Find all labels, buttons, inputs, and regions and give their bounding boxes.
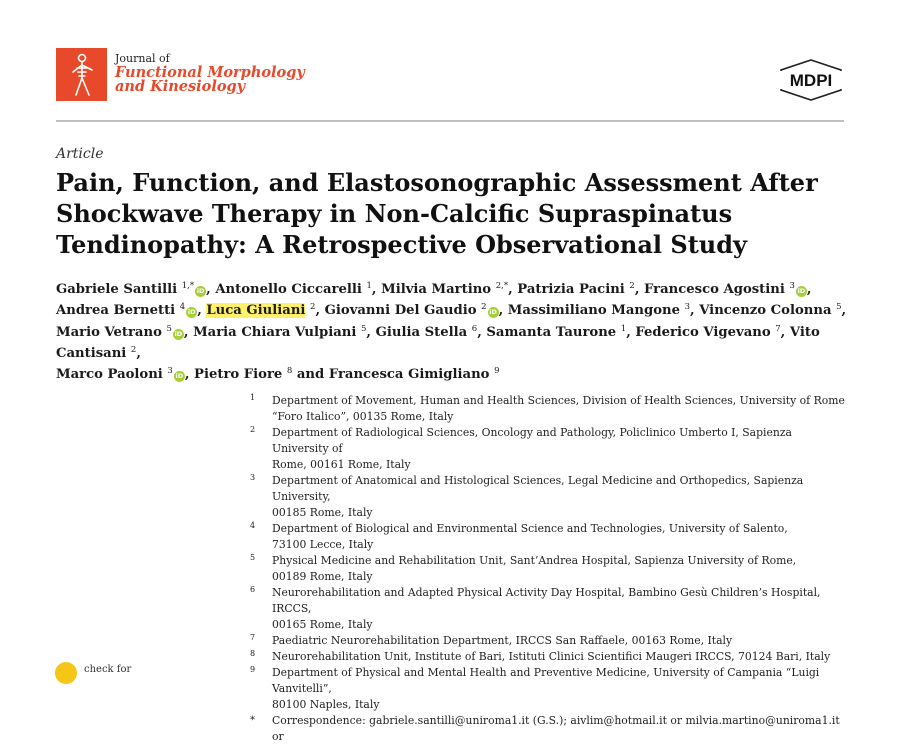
author-name[interactable]: Francesca Gimigliano <box>328 367 490 383</box>
author[interactable] <box>325 303 499 318</box>
affiliation-line: Department of Biological and Environmental Science and Technologies, University of Salento, <box>272 522 788 535</box>
author-name[interactable]: Antonello Ciccarelli <box>215 282 362 297</box>
affiliation-number: 1 <box>250 393 256 402</box>
author-affiliation-ref: 1,* <box>181 281 195 291</box>
affiliation-line: Physical Medicine and Rehabilitation Unit, Sant’Andrea Hospital, Sapienza University of Rome, <box>272 554 797 567</box>
author-affiliation-ref: 8 <box>286 366 293 377</box>
check-updates-icon[interactable] <box>55 662 77 684</box>
journal-of-label: Journal of <box>115 52 170 65</box>
author-affiliation-ref: 1 <box>366 281 372 291</box>
author[interactable] <box>56 325 184 340</box>
author[interactable] <box>508 303 690 318</box>
author-affiliation-ref: 2,* <box>495 281 509 291</box>
correspondence-symbol: * <box>250 715 255 726</box>
affiliation-number: 6 <box>250 585 256 594</box>
journal-title <box>115 52 305 94</box>
author-affiliation-ref: 5 <box>836 302 842 313</box>
author[interactable] <box>206 303 315 318</box>
affiliation-line: Rome, 00161 Rome, Italy <box>272 458 411 471</box>
affiliation-line: Paediatric Neurorehabilitation Department, IRCCS San Raffaele, 00163 Rome, Italy <box>272 634 733 647</box>
affiliation-line: 73100 Lecce, Italy <box>272 538 374 551</box>
affiliation-line: Department of Anatomical and Histological Sciences, Legal Medicine and Orthopedics, Sapienza University, <box>272 474 804 503</box>
header-divider <box>56 120 844 122</box>
correspondence-text[interactable]: Correspondence: gabriele.santilli@uniroma1.it (G.S.); aivlim@hotmail.it or milvia.martino@uniroma1.it or <box>272 714 840 743</box>
author-list: Gabriele Santilli $^{1,*}$ iD , Antonello Ciccarelli $^1$, Milvia Martino $^{2,*}$, Patrizia Pacini $^2$, Francesco Agostini $^3$ iD , Andrea Bernetti $^4$ iD , Luca Giuliani $^2$, Giovanni Del Gaudio $^2$ iD , Massimiliano Mangone $^3$, Vincenzo Colonna $^5$, Mario Vetrano $^5$ iD , Maria Chiara Vulpiani $^5$, Giulia Stella $^6$, Samanta Taurone $^1$, Federico Vigevano $^7$, Vito Cantisani $^2$, Marco Paoloni $^3$ iD , Pietro Fiore $^8$ and Francesca Gimigliano $^9$ <box>56 281 847 383</box>
affiliation-number: 7 <box>250 633 256 642</box>
affiliation-line: 80100 Naples, Italy <box>272 698 380 711</box>
author[interactable] <box>56 303 197 318</box>
author-affiliation-ref: 2 <box>629 281 635 291</box>
orcid-icon[interactable]: iD <box>187 308 196 317</box>
author-affiliation-ref: 2 <box>130 344 137 355</box>
affiliation-item <box>250 649 850 665</box>
author-name[interactable]: Patrizia Pacini <box>517 282 625 297</box>
article-title: Pain, Function, and Elastosonographic Assessment After Shockwave Therapy in Non-Calcific Supraspinatus Tendinopathy: A Retrospective Observational Study <box>56 168 818 259</box>
affiliation-number: 8 <box>250 649 256 658</box>
author-affiliation-ref: 2 <box>481 302 487 313</box>
author[interactable] <box>329 367 500 382</box>
check-updates-label[interactable]: check for <box>84 664 132 675</box>
author[interactable] <box>56 282 206 297</box>
author-name[interactable]: Samanta Taurone <box>486 324 617 340</box>
author[interactable] <box>56 367 185 382</box>
affiliation-line: “Foro Italico”, 00135 Rome, Italy <box>272 410 454 423</box>
journal-header <box>56 48 844 120</box>
anatomy-figure-icon <box>65 52 99 98</box>
affiliation-item <box>250 633 850 649</box>
affiliation-number: 2 <box>250 425 256 434</box>
affiliation-line: Neurorehabilitation Unit, Institute of Bari, Istituti Clinici Scientifici Maugeri IRCCS, 70124 Bari, Italy <box>272 650 831 663</box>
author[interactable] <box>644 282 807 297</box>
article-type: Article <box>56 146 104 162</box>
affiliation-line: Department of Physical and Mental Health and Preventive Medicine, University of Campania “Luigi Vanvitelli”, <box>272 666 820 695</box>
author[interactable] <box>486 325 626 340</box>
author-name[interactable]: Milvia Martino <box>381 282 492 297</box>
affiliation-line: Neurorehabilitation and Adapted Physical Activity Day Hospital, Bambino Gesù Children’s Hospital, IRCCS, <box>272 586 821 615</box>
mdpi-wordmark: MDPI <box>789 71 833 90</box>
author-affiliation-ref: 3 <box>684 302 690 313</box>
author-name[interactable]: Giulia Stella <box>375 324 468 340</box>
author-name[interactable]: Pietro Fiore <box>194 367 283 383</box>
author[interactable] <box>635 325 780 340</box>
author-affiliation-ref: 3 <box>167 366 173 377</box>
affiliation-item <box>250 553 850 585</box>
author-name[interactable]: Maria Chiara Vulpiani <box>193 324 357 340</box>
correspondence <box>250 713 850 745</box>
journal-name-line2: and Kinesiology <box>115 78 246 95</box>
affiliation-number: 4 <box>250 521 256 530</box>
author-name[interactable]: Francesco Agostini <box>644 282 785 297</box>
orcid-icon[interactable]: iD <box>797 287 806 295</box>
journal-logo <box>56 48 107 101</box>
orcid-icon[interactable]: iD <box>196 287 205 295</box>
author[interactable] <box>215 282 372 297</box>
affiliation-item <box>250 521 850 553</box>
affiliation-line: Department of Radiological Sciences, Oncology and Pathology, Policlinico Umberto I, Sapienza University of <box>272 426 792 455</box>
mdpi-logo <box>778 58 844 106</box>
author-affiliation-ref: 2 <box>310 302 316 313</box>
affiliation-list <box>250 393 850 745</box>
orcid-icon[interactable]: iD <box>175 372 184 381</box>
affiliation-item <box>250 585 850 633</box>
author-name[interactable]: Federico Vigevano <box>635 324 771 340</box>
author-name[interactable]: Vito Cantisani <box>56 324 820 361</box>
affiliation-line: 00189 Rome, Italy <box>272 570 373 583</box>
author-name[interactable]: Gabriele Santilli <box>56 282 178 297</box>
affiliation-line: 00185 Rome, Italy <box>272 506 373 519</box>
author-name[interactable]: Luca Giuliani <box>206 303 306 319</box>
author[interactable] <box>376 325 478 340</box>
author[interactable] <box>381 282 508 297</box>
author-affiliation-ref: 4 <box>179 302 186 313</box>
author[interactable] <box>699 303 841 318</box>
author[interactable] <box>194 367 292 382</box>
author[interactable] <box>517 282 635 297</box>
author-affiliation-ref: 9 <box>494 366 500 377</box>
affiliation-number: 9 <box>250 665 256 674</box>
author-affiliation-ref: 1 <box>620 323 627 334</box>
affiliation-number: 3 <box>250 473 256 482</box>
author-name[interactable]: Mario Vetrano <box>56 324 162 340</box>
author-affiliation-ref: 3 <box>789 281 795 291</box>
orcid-icon[interactable]: iD <box>489 308 497 317</box>
author-name[interactable]: Giovanni Del Gaudio <box>324 303 477 319</box>
author-name[interactable]: Marco Paoloni <box>56 367 163 383</box>
orcid-icon[interactable]: iD <box>174 329 183 338</box>
affiliation-number: 5 <box>250 553 256 562</box>
journal-name-line1: Functional Morphology <box>115 64 305 81</box>
affiliation-item <box>250 473 850 521</box>
author-name[interactable]: Massimiliano Mangone <box>507 303 680 319</box>
author-name[interactable]: Andrea Bernetti <box>56 303 176 319</box>
affiliation-line: Department of Movement, Human and Health Sciences, Division of Health Sciences, University of Rome <box>272 394 845 407</box>
author-affiliation-ref: 5 <box>166 323 172 334</box>
author-affiliation-ref: 6 <box>471 323 478 334</box>
author[interactable] <box>193 325 366 340</box>
author-name[interactable]: Vincenzo Colonna <box>699 303 832 319</box>
affiliation-item <box>250 665 850 713</box>
affiliation-item <box>250 425 850 473</box>
affiliation-item <box>250 393 850 425</box>
author-affiliation-ref: 5 <box>361 323 367 334</box>
affiliation-line: 00165 Rome, Italy <box>272 618 373 631</box>
author-affiliation-ref: 7 <box>775 323 781 334</box>
